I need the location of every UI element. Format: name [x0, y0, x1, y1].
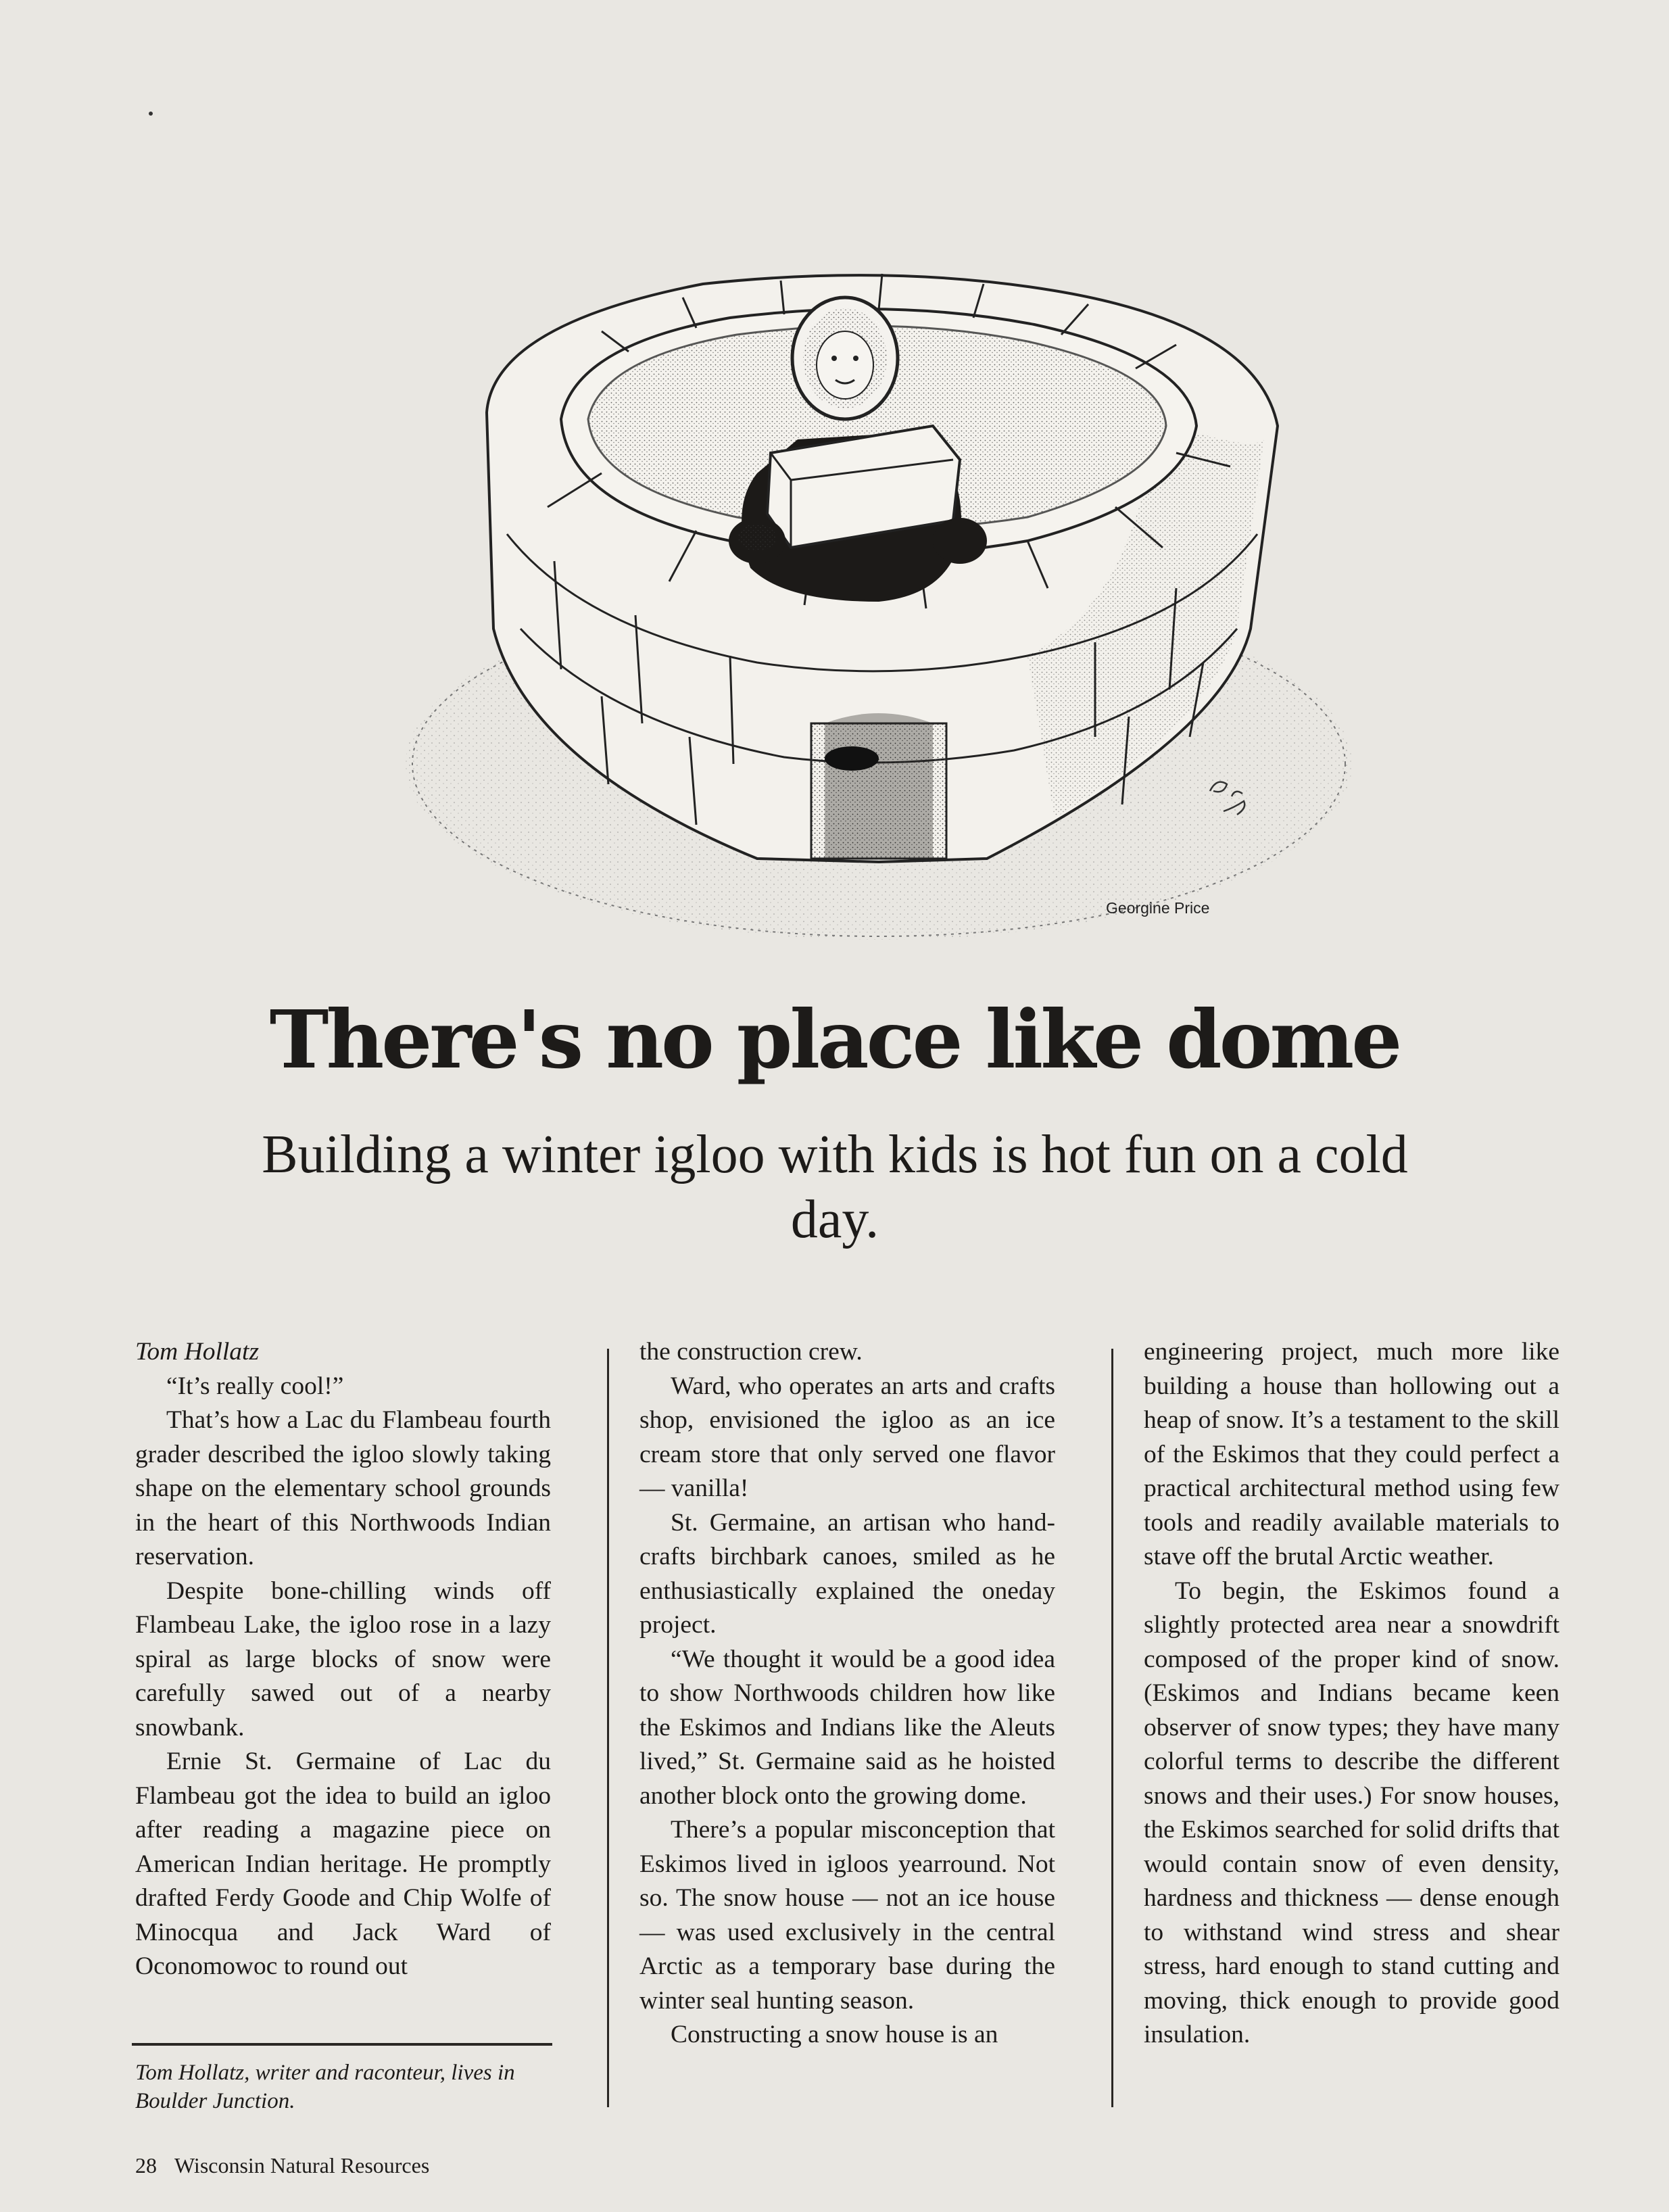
article-column-2 — [639, 1335, 1055, 2052]
stray-mark — [149, 112, 153, 116]
paragraph: “It’s really cool!” — [166, 1372, 344, 1400]
article-column-1 — [135, 1335, 551, 1984]
author-byline: Tom Hollatz — [135, 1338, 260, 1366]
paragraph: There’s a popular misconception that Eskimos lived in igloos yearround. Not so. The snow house — not an ice house — was used exclusively in the central Arctic as a temporary base during the winter seal hunting season. — [639, 1816, 1055, 2015]
paragraph: St. Germaine, an artisan who handcrafts birchbark canoes, smiled as he enthusiastically explained the oneday project. — [639, 1508, 1055, 1639]
paragraph: “We thought it would be a good idea to show Northwoods children how like the Eskimos and Indians like the Aleuts lived,” St. Germaine said as he hoisted another block onto the growing dome. — [639, 1645, 1055, 1810]
paragraph: Despite bone-chilling winds off Flambeau Lake, the igloo rose in a lazy spiral as large blocks of snow were carefully sawed out of a nearby snowbank. — [135, 1577, 551, 1741]
paragraph: Constructing a snow house is an — [671, 2021, 998, 2048]
footnote-divider — [132, 2043, 552, 2046]
page-footer — [135, 2153, 447, 2178]
article-headline: There's no place like dome — [269, 992, 1400, 1086]
paragraph: Ward, who operates an arts and crafts shop, envisioned the igloo as an ice cream store that only served one flavor — vanilla! — [639, 1372, 1055, 1502]
article-column-3 — [1144, 1335, 1559, 2052]
author-footnote: Tom Hollatz, writer and raconteur, lives in Boulder Junction. — [135, 2061, 515, 2113]
publication-name: Wisconsin Natural Resources — [174, 2153, 430, 2178]
paragraph: Ernie St. Germaine of Lac du Flambeau got the idea to build an igloo after reading a magazine piece on American Indian heritage. He promptly drafted Ferdy Goode and Chip Wolfe of Minocqua and Jack Ward of Oconomowoc to round out — [135, 1748, 551, 1980]
column-divider — [1111, 1349, 1113, 2107]
paragraph: That’s how a Lac du Flambeau fourth grader described the igloo slowly taking shape on the elementary school grounds in the heart of this Northwoods Indian reservation. — [135, 1406, 551, 1570]
article-subheadline: Building a winter igloo with kids is hot fun on a cold day. — [262, 1125, 1408, 1249]
page-number: 28 — [135, 2153, 157, 2178]
igloo-illustration — [379, 250, 1379, 940]
paragraph: the construction crew. — [639, 1338, 863, 1366]
paragraph: engineering project, much more like building a house than hollowing out a heap of snow. It’s a testament to the skill of the Eskimos that they could perfect a practical architectural method using few tools and readily available materials to stave off the brutal Arctic weather. — [1144, 1338, 1559, 1570]
column-divider — [607, 1349, 609, 2107]
paragraph: To begin, the Eskimos found a slightly protected area near a snowdrift composed of the proper kind of snow. (Eskimos and Indians became keen observer of snow types; they have many colorful terms to describe the different snows and their uses.) For snow houses, the Eskimos searched for solid drifts that would contain snow of even density, hardness and thickness — dense enough to withstand wind stress and shear stress, hard enough to stand cutting and moving, thick enough to provide good insulation. — [1144, 1577, 1559, 2048]
illustration-credit: Georgine Price — [1106, 899, 1210, 917]
